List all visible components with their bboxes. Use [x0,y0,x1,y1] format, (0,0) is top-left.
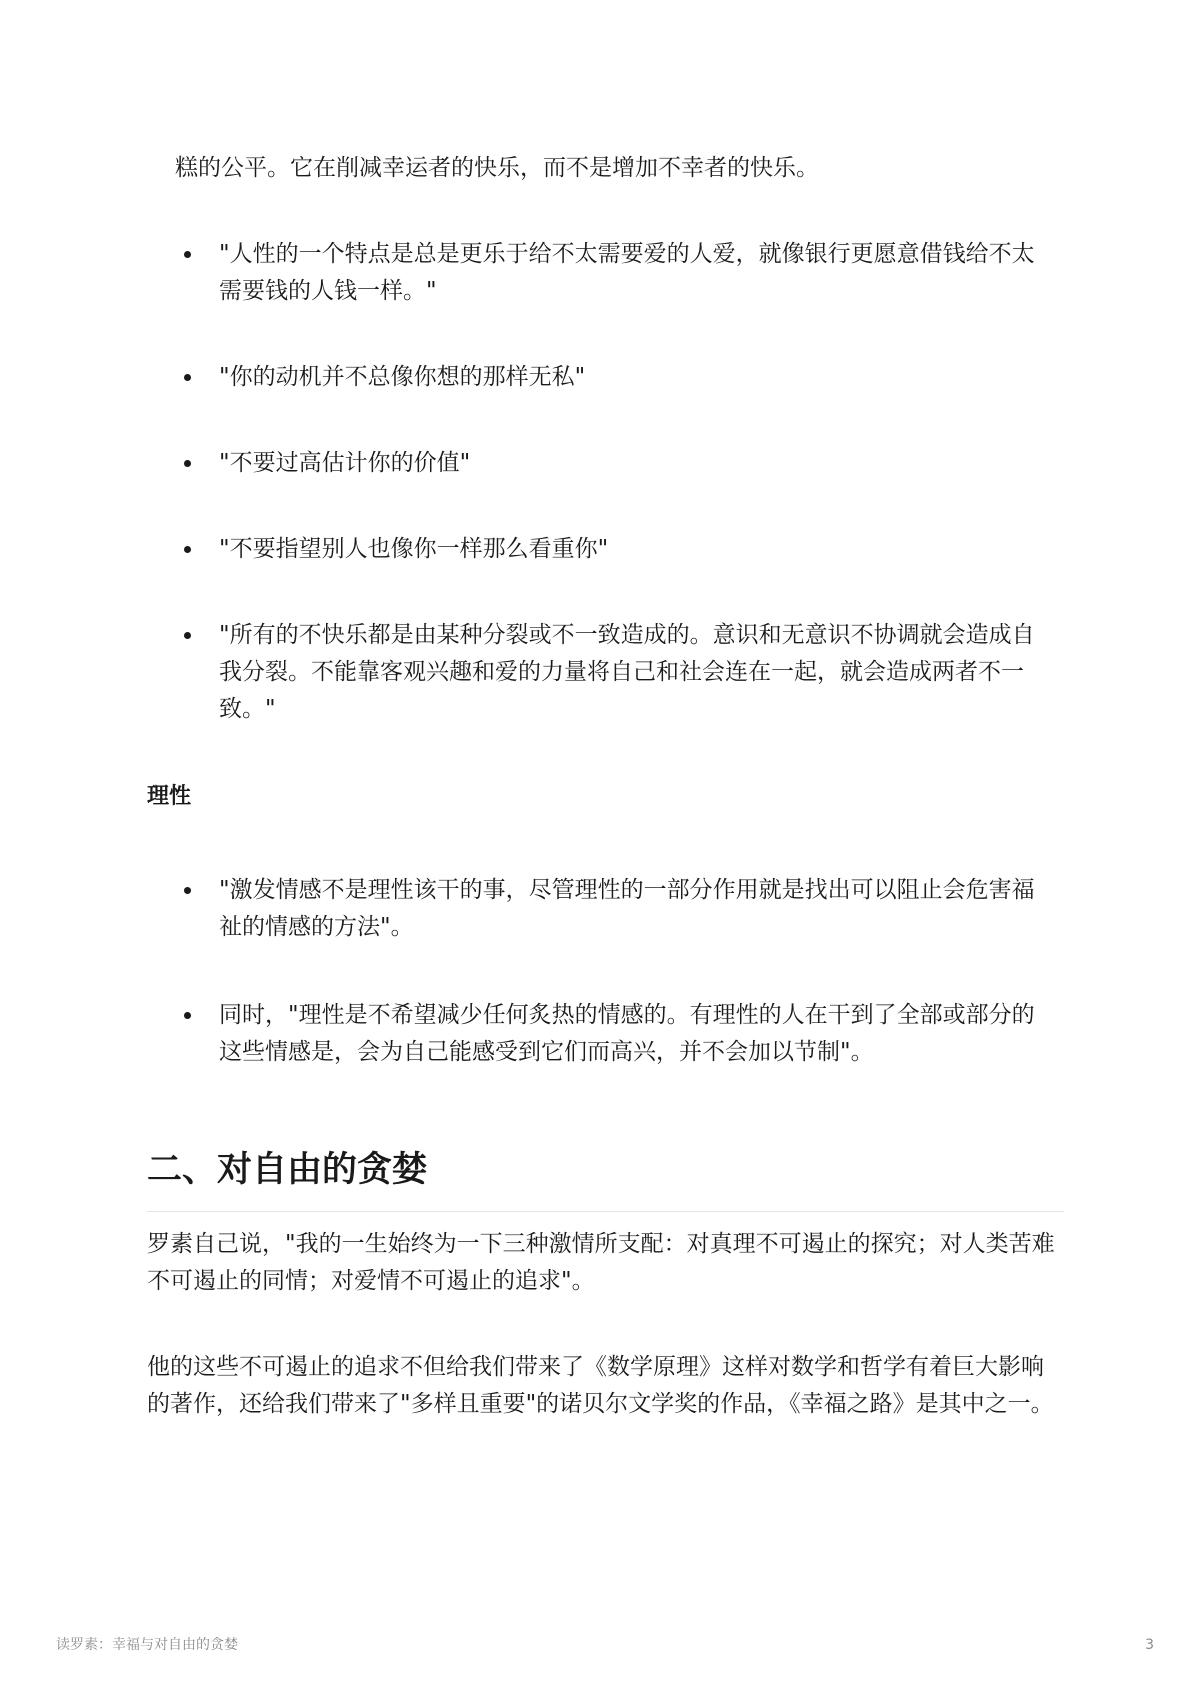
footer-page-number: 3 [1145,1637,1154,1653]
bullet-icon [184,546,191,553]
quotes-block-top [175,150,1055,728]
body-paragraphs [147,1226,1064,1423]
quote-list-reason [175,872,1055,1071]
bullet-icon [184,632,191,639]
continuation-text: 糕的公平。它在削减幸运者的快乐，而不是增加不幸者的快乐。 [175,155,819,181]
list-item: "不要过高估计你的价值" [175,445,1055,482]
footer-document-title: 读罗素：幸福与对自由的贪婪 [56,1637,238,1653]
quote-list-top [175,236,1055,728]
paragraph: 罗素自己说，"我的一生始终为一下三种激情所支配：对真理不可遏止的探究；对人类苦难不可遏止的同情；对爱情不可遏止的追求"。 [147,1231,1055,1294]
list-item: 同时，"理性是不希望减少任何炙热的情感的。有理性的人在干到了全部或部分的这些情感是，会为自己能感受到它们而高兴，并不会加以节制"。 [175,997,1055,1071]
list-item: "所有的不快乐都是由某种分裂或不一致造成的。意识和无意识不协调就会造成自我分裂。不能靠客观兴趣和爱的力量将自己和社会连在一起，就会造成两者不一致。" [175,617,1055,728]
bullet-icon [184,1012,191,1019]
bullet-icon [184,374,191,381]
heading-divider [147,1211,1064,1212]
quotes-block-reason [175,872,1055,1071]
bullet-icon [184,460,191,467]
paragraph: 他的这些不可遏止的追求不但给我们带来了《数学原理》这样对数学和哲学有着巨大影响的著作，还给我们带来了"多样且重要"的诺贝尔文学奖的作品，《幸福之路》是其中之一。 [147,1354,1054,1417]
section-heading: 二、对自由的贪婪 [147,1150,428,1190]
list-item: "激发情感不是理性该干的事，尽管理性的一部分作用就是找出可以阻止会危害福祉的情感的方法"。 [175,872,1055,946]
bullet-icon [184,887,191,894]
list-item: "不要指望别人也像你一样那么看重你" [175,531,1055,568]
subheading-reason: 理性 [147,784,192,809]
list-item: "你的动机并不总像你想的那样无私" [175,359,1055,396]
list-item: "人性的一个特点是总是更乐于给不太需要爱的人爱，就像银行更愿意借钱给不太需要钱的人钱一样。" [175,236,1055,310]
bullet-icon [184,251,191,258]
